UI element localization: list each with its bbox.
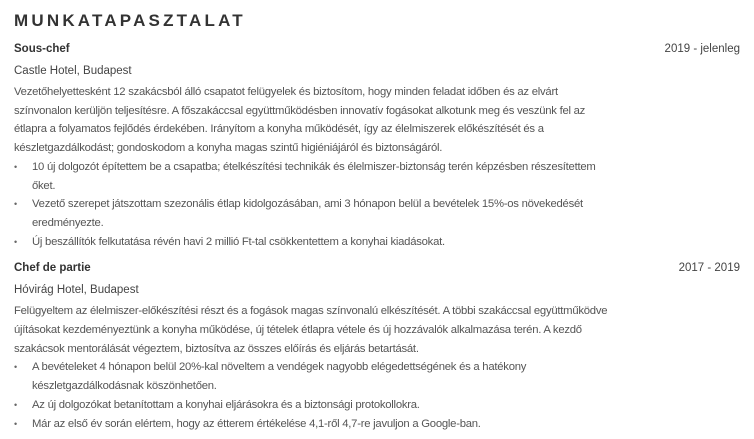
job-description: Vezetőhelyettesként 12 szakácsból álló csapatot felügyelek és biztosítom, hogy minden feladat időben és az elvárt színvonalon kerüljön teljesítésre. A főszakáccsal együttműködésben innovatív fogásokat alkotunk meg és veszünk fel az étlapra a folyamatos fejlődés érdekében. Irányítom a konyha működését, így az élelmiszerek előkészítését és a készletgazdálkodást; gondoskodom a konyha magas szintű higiéniájáról és biztonságáról. bbox=[14, 86, 586, 155]
achievement-item: • Már az első év során elértem, hogy az étterem értékelése 4,1-ről 4,7-re javuljon a Google-ban. bbox=[32, 415, 620, 434]
achievement-list bbox=[14, 158, 620, 252]
job-company: Castle Hotel, Budapest bbox=[14, 65, 132, 77]
achievement-item: • Új beszállítók felkutatása révén havi 2 millió Ft-tal csökkentettem a konyhai kiadásokat. bbox=[32, 233, 620, 252]
achievement-item: • A bevételeket 4 hónapon belül 20%-kal növeltem a vendégek nagyobb elégedettségének és a hatékony készletgazdálkodásnak köszönhetően. bbox=[32, 358, 620, 395]
achievement-item: • 10 új dolgozót építettem be a csapatba; ételkészítési technikák és élelmiszer-biztonság terén képzésben részesítettem őket. bbox=[32, 158, 620, 195]
job-description: Felügyeltem az élelmiszer-előkészítési részt és a fogások magas színvonalú elkészítését. A többi szakáccsal együttműködve újításokat kezdeményeztünk a konyha működése, új tételek étlapra vétele és új hozzávalók alkalmazása terén. A kezdő szakácsok mentorálását végeztem, biztosítva az összes előírás és eljárás betartását. bbox=[14, 305, 608, 355]
job-title: Chef de partie bbox=[14, 262, 91, 275]
job-dates: 2017 - 2019 bbox=[678, 262, 740, 275]
job-title: Sous-chef bbox=[14, 43, 70, 55]
job-dates: 2019 - jelenleg bbox=[664, 43, 740, 55]
job-entry bbox=[14, 259, 740, 433]
job-entry bbox=[14, 40, 740, 251]
job-company: Hóvirág Hotel, Budapest bbox=[14, 284, 139, 297]
achievement-list bbox=[14, 358, 620, 433]
section-title: MUNKATAPASZTALAT bbox=[14, 11, 246, 30]
achievement-item: • Vezető szerepet játszottam szezonális étlap kidolgozásában, ami 3 hónapon belül a bevételek 15%-os növekedését eredményezte. bbox=[32, 195, 620, 232]
achievement-item: • Az új dolgozókat betanítottam a konyhai eljárásokra és a biztonsági protokollokra. bbox=[32, 396, 620, 415]
